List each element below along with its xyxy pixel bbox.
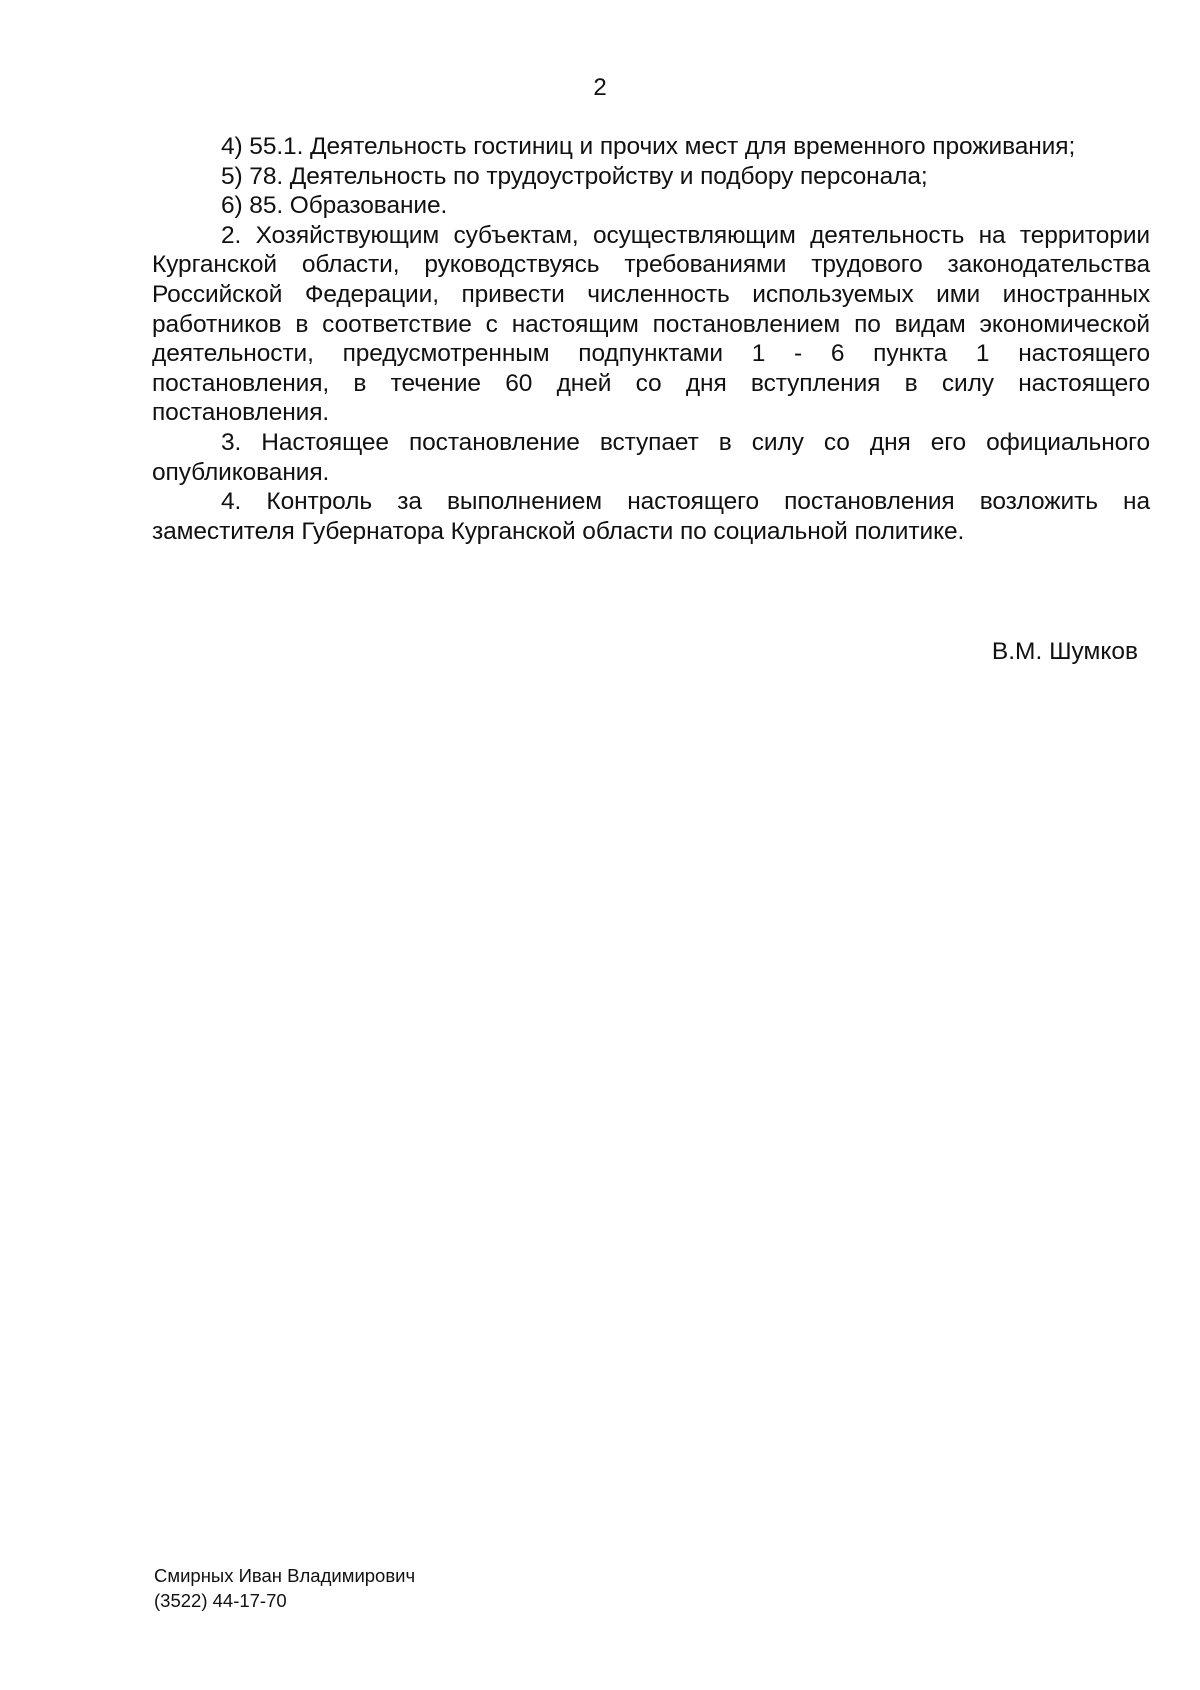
contact-block (154, 1563, 415, 1613)
contact-phone: (3522) 44-17-70 (154, 1590, 287, 1611)
clause-4-paragraph: 4. Контроль за выполнением настоящего постановления возложить на заместителя Губернатора Курганской области по социальной политике. (152, 488, 1150, 545)
document-body (152, 132, 1150, 546)
page-number: 2 (593, 74, 607, 101)
signatory-name: В.М. Шумков (991, 638, 1138, 665)
contact-name: Смирных Иван Владимирович (154, 1565, 416, 1586)
clause-3-paragraph: 3. Настоящее постановление вступает в силу со дня его официального опубликования. (152, 428, 1150, 486)
list-item-4: 4) 55.1. Деятельность гостиниц и прочих мест для временного проживания; (221, 133, 1076, 160)
clause-2-paragraph: 2. Хозяйствующим субъектам, осуществляющим деятельность на территории Курганской области, руководствуясь требованиями трудового законодательства Российской Федерации, привести численность используемых ими иностранных работников в соответствие с настоящим постановлением по видам экономической деятельности, предусмотренным подпунктами 1 - 6 пункта 1 настоящего постановления, в течение 60 дней со дня вступления в силу настоящего постановления. (152, 221, 1150, 427)
list-item-6: 6) 85. Образование. (221, 192, 448, 220)
list-item-5: 5) 78. Деятельность по трудоустройству и подбору персонала; (221, 162, 928, 190)
